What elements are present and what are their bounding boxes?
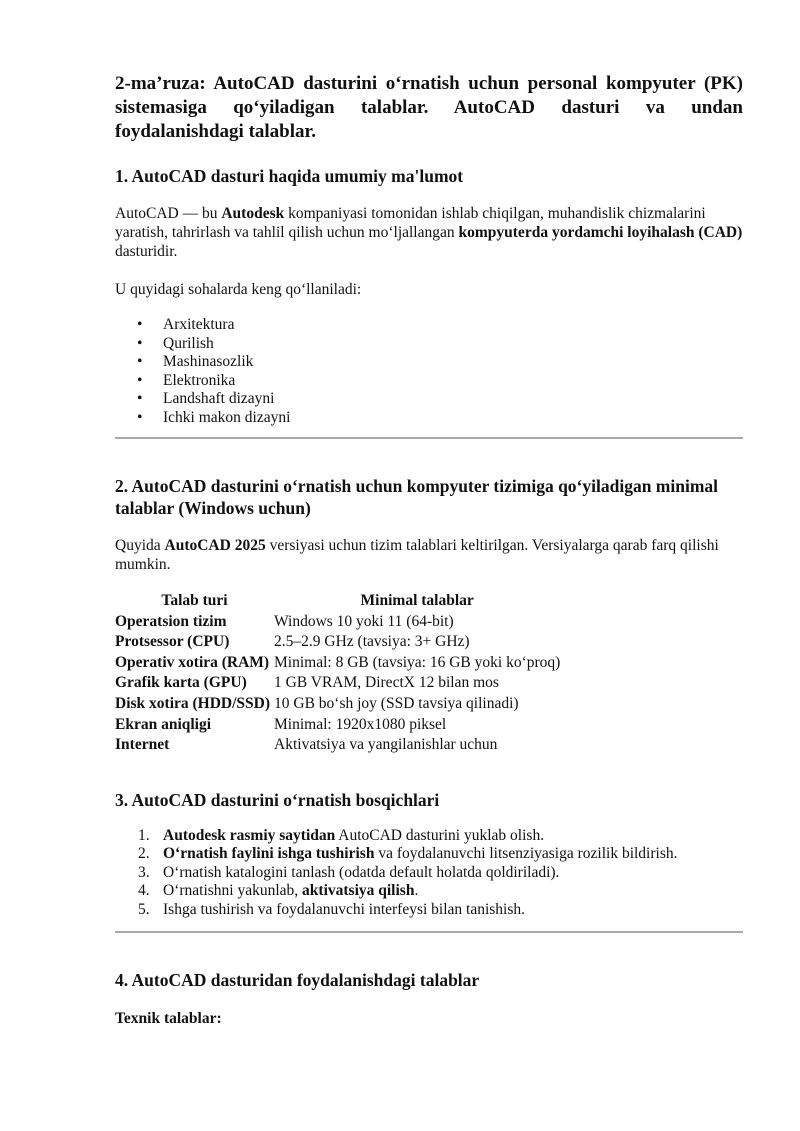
list-item [115, 901, 743, 920]
column-header-type: Talab turi [161, 592, 228, 609]
section-2-intro [115, 536, 743, 574]
step-number: 5. [138, 900, 150, 918]
table-header-row [115, 591, 560, 612]
intro-bold-autodesk: Autodesk [221, 205, 285, 222]
req-intro-bold-version: AutoCAD 2025 [164, 537, 266, 554]
step-number: 1. [138, 826, 150, 844]
table-row [115, 632, 560, 653]
step-text: O‘rnatish katalogini tanlash (odatda default holatda qoldiriladi). [163, 863, 560, 881]
intro-text-2: kompaniyasi tomonidan ishlab chiqilgan, muhandislik chizmalarini yaratish, tahrirlash va tahlil qilish uchun mo‘ljallangan [115, 205, 706, 241]
row-value: Aktivatsiya va yangilanishlar uchun [274, 736, 498, 754]
step-bold: Autodesk rasmiy saytidan [163, 826, 336, 844]
list-item [115, 864, 743, 883]
row-label: Grafik karta (GPU) [115, 674, 247, 692]
row-value: Minimal: 8 GB (tavsiya: 16 GB yoki ko‘proq) [274, 653, 561, 671]
step-text: va foydalanuvchi litsenziyasiga rozilik bildirish. [374, 845, 678, 863]
row-label: Ekran aniqligi [115, 715, 212, 733]
requirements-table [115, 591, 560, 756]
intro-text-3: dasturidir. [115, 243, 178, 260]
horizontal-rule [115, 437, 743, 439]
section-3-heading: 3. AutoCAD dasturini o‘rnatish bosqichlari [115, 789, 440, 810]
row-label: Operatsion tizim [115, 612, 227, 630]
row-value: 1 GB VRAM, DirectX 12 bilan mos [274, 674, 499, 692]
step-number: 3. [138, 863, 150, 881]
row-label: Disk xotira (HDD/SSD) [115, 694, 271, 712]
list-item: • Ichki makon dizayni [115, 409, 743, 428]
step-bold: O‘rnatish faylini ishga tushirish [163, 845, 375, 863]
list-item: • Arxitektura [115, 316, 743, 335]
table-row [115, 612, 560, 633]
horizontal-rule [115, 931, 743, 933]
install-steps-list [115, 827, 743, 920]
row-value: Windows 10 yoki 11 (64-bit) [274, 612, 454, 630]
table-row [115, 673, 560, 694]
step-text-tail: . [414, 882, 419, 900]
table-row [115, 715, 560, 736]
section-1-heading: 1. AutoCAD dasturi haqida umumiy ma'lumot [115, 166, 464, 186]
row-value: 10 GB bo‘sh joy (SSD tavsiya qilinadi) [274, 694, 519, 712]
step-text: O‘rnatishni yakunlab, [163, 882, 303, 900]
table-row [115, 694, 560, 715]
row-label: Internet [115, 736, 170, 754]
list-item: • Landshaft dizayni [115, 390, 743, 409]
list-item: • Mashinasozlik [115, 353, 743, 372]
row-value: 2.5–2.9 GHz (tavsiya: 3+ GHz) [274, 633, 470, 651]
step-text: Ishga tushirish va foydalanuvchi interfeysi bilan tanishish. [163, 900, 526, 918]
section-1-intro [115, 204, 743, 261]
column-header-requirements: Minimal talablar [360, 592, 474, 609]
row-label: Protsessor (CPU) [115, 633, 230, 651]
req-intro-text-1: Quyida [115, 537, 165, 554]
intro-text-1: AutoCAD — bu [115, 205, 222, 222]
list-item: • Elektronika [115, 372, 743, 391]
step-bold: aktivatsiya qilish [302, 882, 415, 900]
table-row [115, 653, 560, 674]
step-number: 4. [138, 882, 150, 900]
document-content [115, 72, 743, 1028]
section-2-heading: 2. AutoCAD dasturini o‘rnatish uchun kompyuter tizimiga qo‘yiladigan minimal talablar (Windows uchun) [115, 476, 719, 518]
table-row [115, 735, 560, 756]
list-item [115, 827, 743, 846]
technical-requirements-subheading: Texnik talablar: [115, 1010, 222, 1028]
fields-list [115, 316, 743, 427]
req-intro-text-2: versiyasi uchun tizim talablari keltirilgan. Versiyalarga qarab farq qilishi mumkin. [115, 537, 719, 573]
row-value: Minimal: 1920x1080 piksel [274, 715, 447, 733]
list-item [115, 882, 743, 901]
lecture-title: 2-ma’ruza: AutoCAD dasturini o‘rnatish uchun personal kompyuter (PK) sistemasiga qo‘yiladigan talablar. AutoCAD dasturi va undan foydalanishdagi talablar. [115, 73, 743, 142]
list-item: • Qurilish [115, 335, 743, 354]
usage-text: U quyidagi sohalarda keng qo‘llaniladi: [115, 281, 362, 298]
row-label: Operativ xotira (RAM) [115, 653, 270, 671]
section-4-heading: 4. AutoCAD dasturidan foydalanishdagi talablar [115, 970, 480, 991]
step-number: 2. [138, 845, 150, 863]
list-item [115, 845, 743, 864]
step-text: AutoCAD dasturini yuklab olish. [335, 826, 545, 844]
intro-bold-cad: kompyuterda yordamchi loyihalash (CAD) [458, 224, 743, 241]
